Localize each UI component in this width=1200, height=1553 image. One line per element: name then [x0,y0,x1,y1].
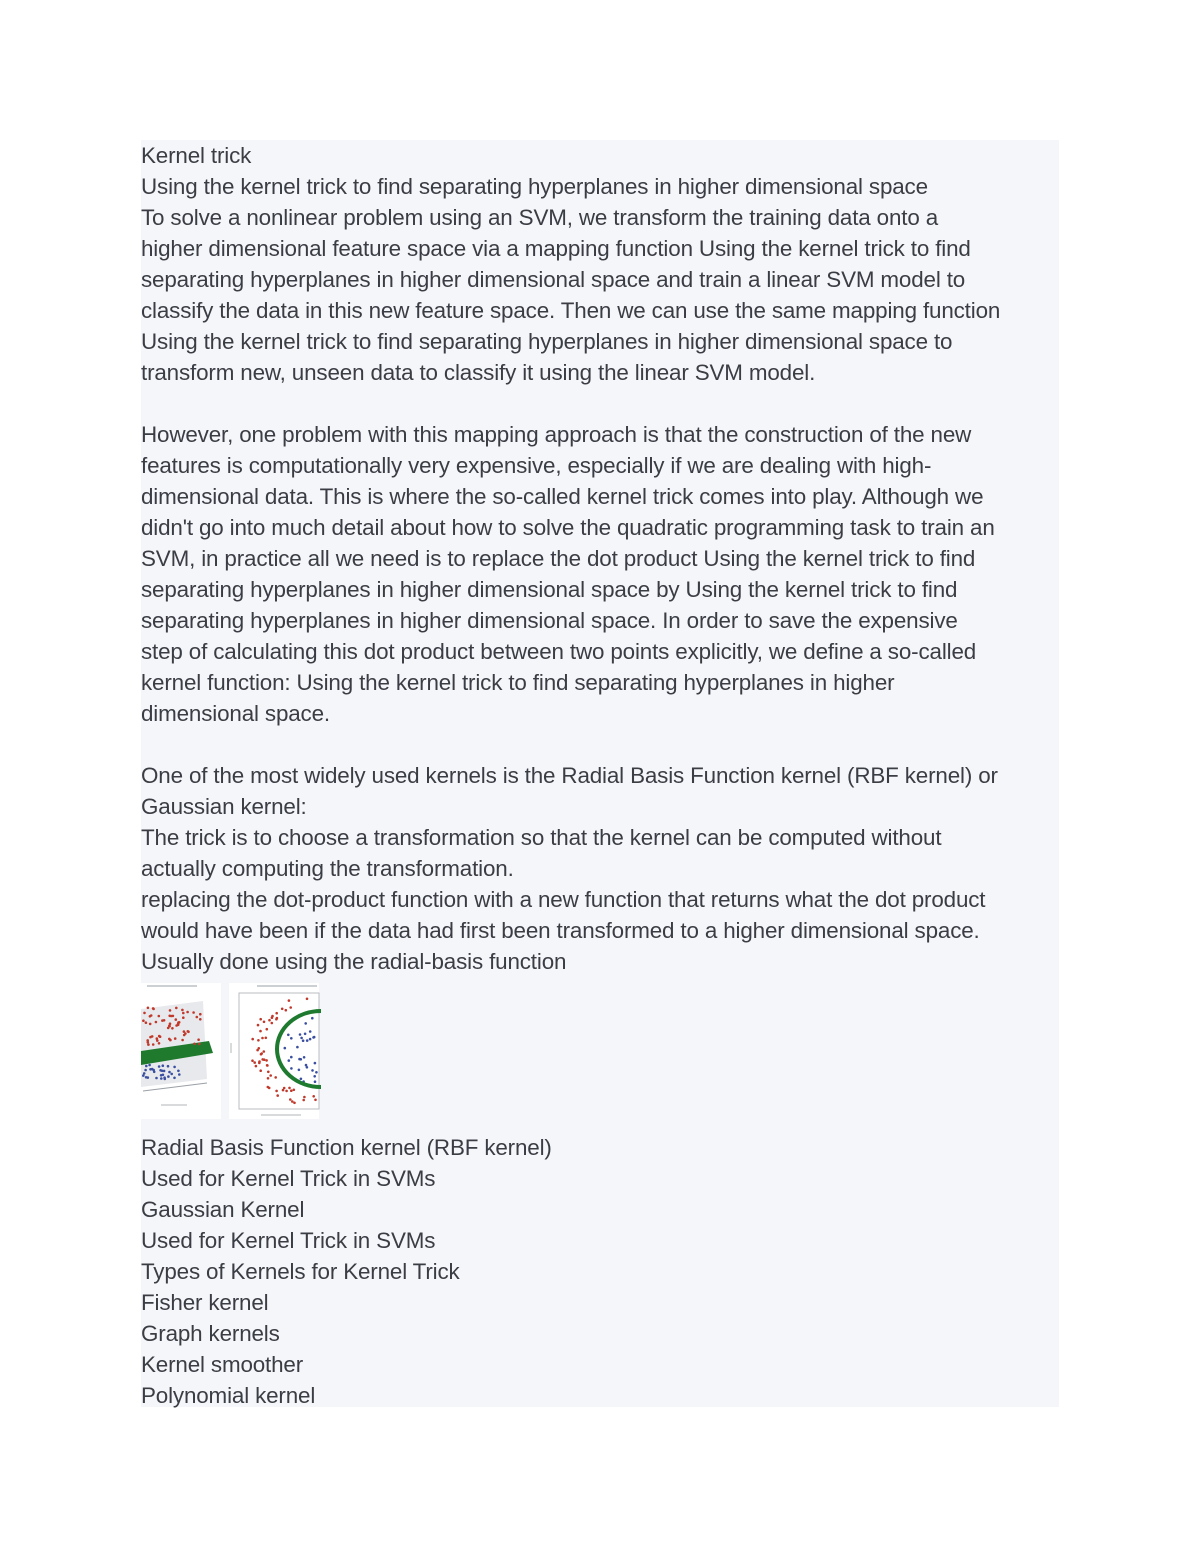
paragraph-mapping [141,202,1059,388]
scatter-point [296,1046,299,1049]
paragraph-spacer [141,388,1059,419]
paragraph-line: didn't go into much detail about how to solve the quadratic programming task to train an [141,515,995,540]
scatter-point [168,1071,171,1074]
scatter-point [256,1049,259,1052]
scatter-point [309,1030,312,1033]
scatter-point [290,1037,293,1040]
paragraph-line: separating hyperplanes in higher dimensional space by Using the kernel trick to find [141,577,958,602]
scatter-point [149,1036,152,1039]
list-item: Fisher kernel [141,1290,269,1315]
paragraph-spacer [141,729,1059,760]
scatter-point [304,1033,307,1036]
scatter-point [289,1098,292,1101]
list-item: Types of Kernels for Kernel Trick [141,1259,460,1284]
scatter-point [193,1043,196,1046]
paragraph-line: actually computing the transformation. [141,856,514,881]
scatter-point [152,1043,155,1046]
scatter-point [268,1019,271,1022]
paragraph-rbf [141,760,1059,977]
scatter-point [283,1087,286,1090]
scatter-point [303,1096,306,1099]
scatter-point [156,1037,159,1040]
paragraph-line: higher dimensional feature space via a mapping function Using the kernel trick to find [141,236,971,261]
scatter-point [269,1074,272,1077]
paragraph-line: features is computationally very expensive, especially if we are dealing with high- [141,453,932,478]
scatter-point [198,1043,201,1046]
scatter-point [169,1039,172,1042]
list-item: Polynomial kernel [141,1383,316,1408]
scatter-point [275,1090,278,1093]
scatter-point [149,1068,152,1071]
scatter-point [184,1032,187,1035]
paragraph-line: SVM, in practice all we need is to replace the dot product Using the kernel trick to find [141,546,976,571]
scatter-point [291,1100,294,1103]
paragraph-kernel-function [141,419,1059,729]
scatter-point [155,1021,158,1024]
paragraph-line: However, one problem with this mapping approach is that the construction of the new [141,422,972,447]
scatter-point [263,1050,266,1053]
paragraph-line: separating hyperplanes in higher dimensional space and train a linear SVM model to [141,267,966,292]
scatter-point [298,1069,301,1072]
scatter-point [251,1038,254,1041]
scatter-point [258,1060,261,1063]
scatter-point [163,1070,166,1073]
scatter-point [182,1012,185,1015]
list-item: Used for Kernel Trick in SVMs [141,1228,436,1253]
scatter-point [263,1021,266,1024]
scatter-point [265,1037,268,1040]
scatter-point [145,1021,148,1024]
scatter-point [170,1073,173,1076]
scatter-point [143,1012,146,1015]
scatter-point [266,1064,269,1067]
scatter-point [309,1038,312,1041]
paragraph-line: The trick is to choose a transformation so that the kernel can be computed without [141,825,942,850]
scatter-point [265,1059,268,1062]
paragraph-line: One of the most widely used kernels is the Radial Basis Function kernel (RBF kernel) or [141,763,998,788]
paragraph-line: kernel function: Using the kernel trick to find separating hyperplanes in higher [141,670,895,695]
scatter-point [149,1023,152,1026]
paragraph-line: dimensional space. [141,701,330,726]
scatter-point [186,1011,189,1014]
scatter-point [300,1058,303,1061]
scatter-point [255,1065,258,1068]
scatter-point [155,1077,158,1080]
scatter-point [199,1013,202,1016]
scatter-point [147,1076,150,1079]
scatter-point [150,1014,153,1017]
scatter-point [300,1078,303,1081]
paragraph-line: Using the kernel trick to find separating hyperplanes in higher dimensional space to [141,329,953,354]
scatter-point [260,1053,263,1056]
scatter-point [181,1039,184,1042]
paragraph-line: step of calculating this dot product between two points explicitly, we define a so-called [141,639,977,664]
document-subtitle: Using the kernel trick to find separating hyperplanes in higher dimensional space [141,174,928,199]
scatter-point [178,1073,181,1076]
scatter-point [152,1069,155,1072]
scatter-point [169,1009,172,1012]
scatter-point [276,1094,279,1097]
scatter-point [285,1009,288,1012]
scatter-point [160,1077,163,1080]
scatter-point [288,999,291,1002]
scatter-point [314,1062,317,1065]
scatter-point [159,1069,162,1072]
scatter-point [290,1089,293,1092]
scatter-point [142,1019,145,1022]
scatter-point [182,1016,185,1019]
scatter-point [293,1089,296,1092]
scatter-point [311,1069,314,1072]
scatter-point [267,1077,270,1080]
document-body [141,140,1059,1407]
scatter-point [158,1065,161,1068]
paragraph-line: Usually done using the radial-basis function [141,949,567,974]
scatter-point [143,1072,146,1075]
document-title: Kernel trick [141,143,252,168]
scatter-point [196,1016,199,1019]
scatter-point [275,1012,278,1015]
scatter-point [299,1033,302,1036]
scatter-point [288,1087,291,1090]
scatter-point [147,1007,150,1010]
scatter-point [148,1064,151,1067]
scatter-point [145,1065,148,1068]
scatter-point [158,1015,161,1018]
scatter-point [173,1066,176,1069]
scatter-point [158,1042,161,1045]
scatter-point [305,1064,308,1067]
scatter-point [169,1022,172,1025]
scatter-point [284,1047,287,1050]
scatter-point [293,1102,296,1105]
scatter-point [288,1059,291,1062]
list-item: Radial Basis Function kernel (RBF kernel) [141,1135,552,1160]
scatter-point [312,1095,315,1098]
scatter-point [199,1018,202,1021]
paragraph-line: classify the data in this new feature space. Then we can use the same mapping function [141,298,1001,323]
scatter-point [306,1039,309,1042]
paragraph-line: To solve a nonlinear problem using an SVM, we transform the training data onto a [141,205,939,230]
scatter-point [175,1007,178,1010]
scatter-point [175,1018,178,1021]
paragraph-line: would have been if the data had first been transformed to a higher dimensional space. [141,918,980,943]
scatter-point [158,1035,161,1038]
scatter-point [251,1059,254,1062]
scatter-point [266,1028,269,1031]
scatter-point [303,1056,306,1059]
scatter-point [300,1037,303,1040]
scatter-point [187,1030,190,1033]
scatter-point [314,1099,317,1102]
scatter-point [311,1017,314,1020]
scatter-point [167,1065,170,1068]
scatter-point [257,1024,260,1027]
scatter-point [267,1071,270,1074]
scatter-point [177,1024,180,1027]
paragraph-line: dimensional data. This is where the so-called kernel trick comes into play. Although we [141,484,984,509]
kernel-trick-figure [141,977,1059,1132]
scatter-point [147,1043,150,1046]
scatter-point [281,1008,284,1011]
scatter-point [274,1076,277,1079]
scatter-point [259,1030,262,1033]
scatter-point [261,1037,264,1040]
scatter-point [162,1064,165,1067]
scatter-point [275,1018,278,1021]
scatter-point [181,1009,184,1012]
scatter-point [197,1038,200,1041]
scatter-point [174,1037,177,1040]
scatter-point [152,1007,155,1010]
paragraph-line: separating hyperplanes in higher dimensional space. In order to save the expensive [141,608,958,633]
scatter-point [147,1041,150,1044]
scatter-point [162,1074,165,1077]
scatter-point [289,1006,292,1009]
scatter-point [285,1090,288,1093]
scatter-point [253,1061,256,1064]
list-item: Kernel smoother [141,1352,304,1377]
list-item: Used for Kernel Trick in SVMs [141,1166,436,1191]
list-item: Gaussian Kernel [141,1197,305,1222]
scatter-point [167,1075,170,1078]
paragraph-line: transform new, unseen data to classify it using the linear SVM model. [141,360,816,385]
right-panel-background [229,983,319,1119]
scatter-point [259,1069,262,1072]
paragraph-line: replacing the dot-product function with a new function that returns what the dot product [141,887,986,912]
scatter-point [306,998,309,1001]
kernel-list [141,1132,1059,1411]
scatter-point [315,1071,318,1074]
scatter-point [177,1070,180,1073]
scatter-point [271,1015,274,1018]
scatter-point [144,1069,147,1072]
scatter-point [161,1019,164,1022]
kernel-trick-illustration [141,983,321,1123]
scatter-point [173,1077,176,1080]
paragraph-line: Gaussian kernel: [141,794,307,819]
scatter-point [259,1018,262,1021]
scatter-point [192,1011,195,1014]
scatter-point [271,1022,274,1025]
scatter-point [314,1080,317,1083]
scatter-point [170,1015,173,1018]
scatter-point [257,1039,260,1042]
scatter-point [164,1078,167,1081]
scatter-point [268,1087,271,1090]
scatter-point [290,1056,293,1059]
list-item: Graph kernels [141,1321,280,1346]
scatter-point [313,1075,316,1078]
scatter-point [313,1036,316,1039]
scatter-point [304,1022,307,1025]
scatter-point [261,1058,264,1061]
scatter-point [287,1034,290,1037]
scatter-point [302,1099,305,1102]
scatter-point [302,1039,305,1042]
scatter-point [171,1027,174,1030]
scatter-point [290,1067,293,1070]
